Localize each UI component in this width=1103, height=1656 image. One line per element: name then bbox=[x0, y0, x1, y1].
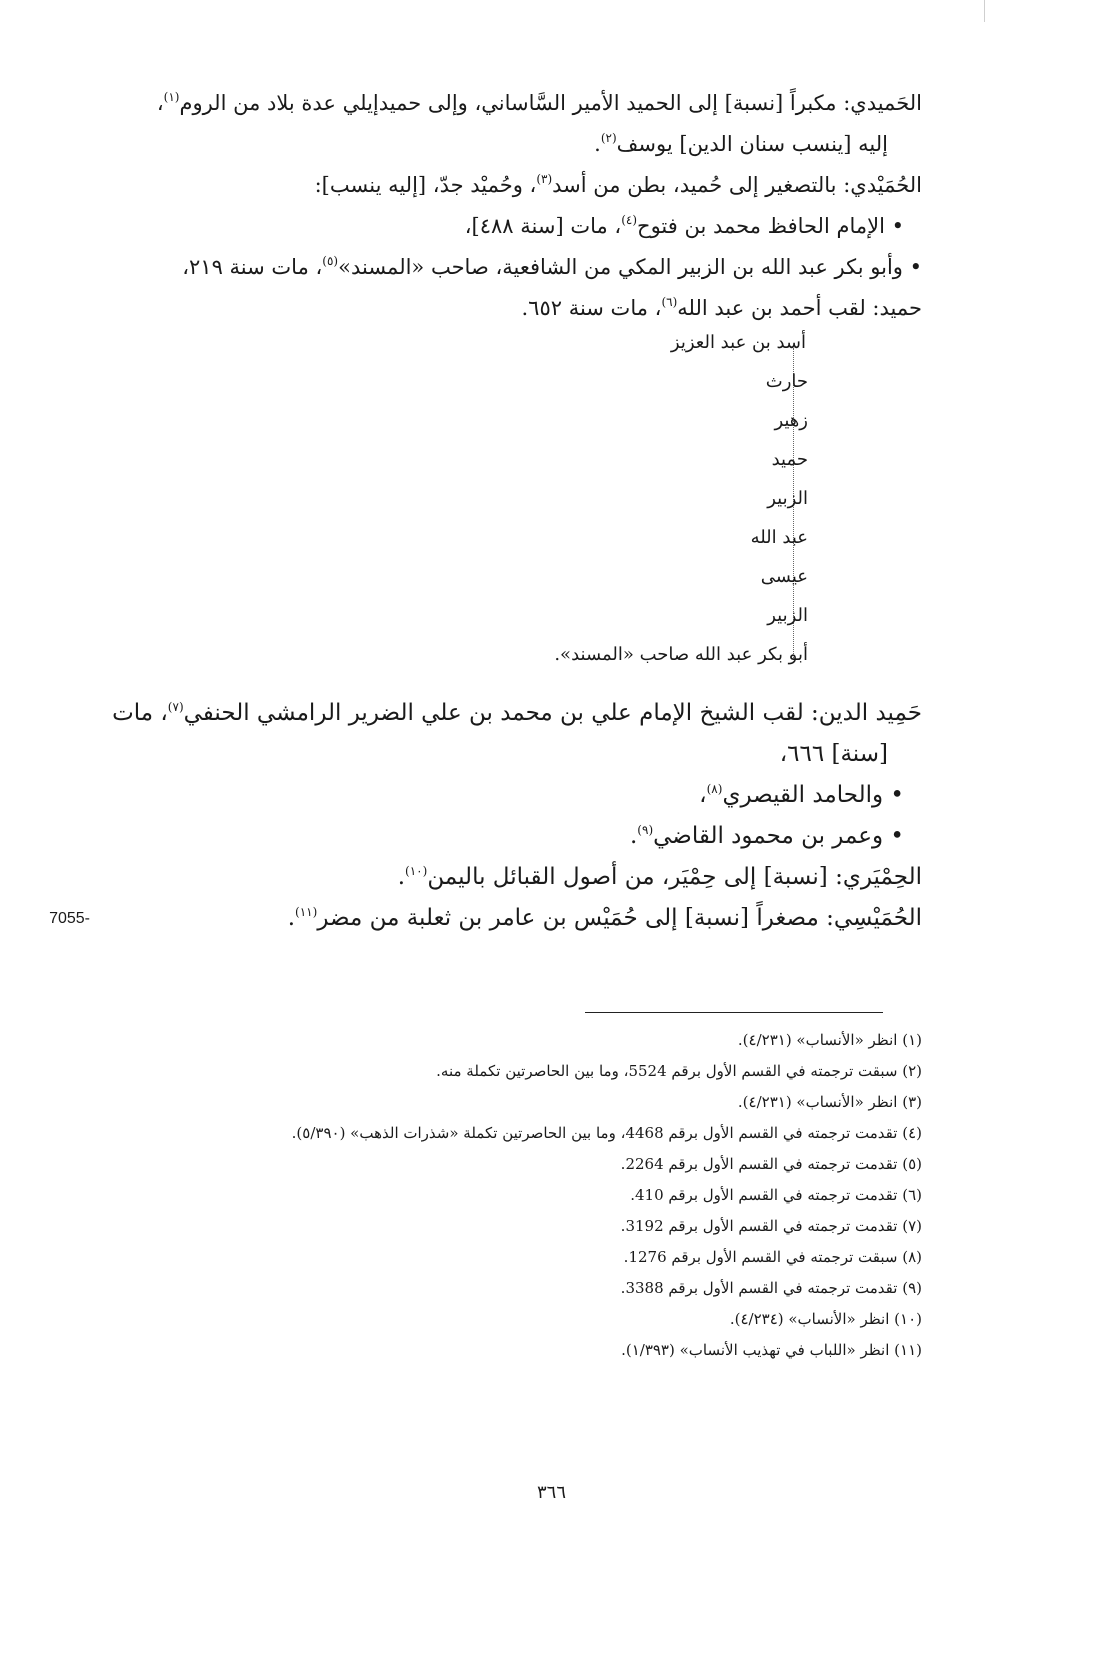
footnote-ref: (٨) bbox=[706, 782, 723, 796]
text-line bbox=[96, 129, 922, 159]
lineage-name: عبد الله bbox=[750, 527, 808, 548]
lineage-name: الزبير bbox=[767, 605, 808, 626]
text-line bbox=[96, 821, 922, 851]
footnotes bbox=[96, 1030, 922, 1371]
footnote-ref: (٣) bbox=[536, 172, 553, 186]
lineage-name: زهير bbox=[774, 410, 808, 431]
text-line bbox=[96, 252, 922, 282]
footnote-separator bbox=[585, 1012, 883, 1013]
entries-block-1 bbox=[96, 88, 922, 323]
line-text: حَمِيد الدين: لقب الشيخ الإمام علي بن محمد بن علي الضرير الرامشي الحنفي bbox=[183, 700, 922, 726]
text-line bbox=[96, 739, 922, 769]
line-text: • وعمر بن محمود القاضي bbox=[653, 823, 904, 849]
footnote: (٧) تقدمت ترجمته في القسم الأول برقم 3192. bbox=[620, 1217, 922, 1235]
footnote-ref: (٧) bbox=[167, 700, 184, 714]
lineage-name: عيسى bbox=[760, 566, 808, 587]
text-line bbox=[96, 698, 922, 728]
entry-number: 7055- bbox=[49, 910, 90, 927]
line-text-tail: . bbox=[594, 132, 601, 156]
main-text bbox=[49, 88, 922, 944]
line-text-tail: ، مات سنة ٦٥٢. bbox=[521, 296, 662, 320]
footnote: (٥) تقدمت ترجمته في القسم الأول برقم 2264. bbox=[620, 1155, 922, 1173]
line-text-tail: ، bbox=[699, 782, 707, 808]
footnote: (١٠) انظر «الأنساب» (٤/٢٣٤). bbox=[729, 1310, 922, 1328]
footnote: (١) انظر «الأنساب» (٤/٢٣١). bbox=[737, 1031, 922, 1049]
line-text: الحَميدي: مكبراً [نسبة] إلى الحميد الأمير السَّاساني، وإلى حميدإيلي عدة بلاد من الروم bbox=[179, 91, 922, 115]
footnote: (٦) تقدمت ترجمته في القسم الأول برقم 410. bbox=[630, 1186, 922, 1204]
lineage-name: أسد بن عبد العزيز bbox=[670, 332, 806, 353]
entries-block-2 bbox=[49, 698, 922, 933]
footnote: (٣) انظر «الأنساب» (٤/٢٣١). bbox=[737, 1093, 922, 1111]
lineage-name: الزبير bbox=[767, 488, 808, 509]
footnote-ref: (٥) bbox=[322, 254, 339, 268]
page-number: ٣٦٦ bbox=[536, 1482, 566, 1503]
lineage-name: أبو بكر عبد الله صاحب «المسند». bbox=[554, 644, 808, 665]
footnote: (٨) سبقت ترجمته في القسم الأول برقم 1276. bbox=[623, 1248, 922, 1266]
scan-edge-line bbox=[984, 0, 985, 22]
line-text: حميد: لقب أحمد بن عبد الله bbox=[677, 296, 922, 320]
footnote: (١١) انظر «اللباب في تهذيب الأنساب» (١/٣٩٣). bbox=[621, 1341, 922, 1359]
line-text-tail: ، وحُميْد جدّ، [إليه ينسب]: bbox=[314, 173, 537, 197]
footnote: (٩) تقدمت ترجمته في القسم الأول برقم 3388. bbox=[620, 1279, 922, 1297]
footnote: (٢) سبقت ترجمته في القسم الأول برقم 5524، وما بين الحاصرتين تكملة منه. bbox=[436, 1062, 922, 1080]
text-line bbox=[96, 170, 922, 200]
footnote: (٤) تقدمت ترجمته في القسم الأول برقم 4468، وما بين الحاصرتين تكملة «شذرات الذهب» (٥/٣٩٠). bbox=[291, 1124, 922, 1142]
text-line bbox=[96, 88, 922, 118]
lineage-name: حميد bbox=[771, 449, 808, 470]
line-text: الحِمْيَري: [نسبة] إلى حِمْيَر، من أصول القبائل باليمن bbox=[427, 864, 922, 890]
line-text: الحُمَيْسِي: مصغراً [نسبة] إلى حُمَيْس بن عامر بن ثعلبة من مضر bbox=[317, 905, 922, 931]
line-text-tail: . bbox=[629, 823, 638, 849]
text-line bbox=[96, 293, 922, 323]
footnote-ref: (٤) bbox=[621, 213, 638, 227]
line-text: الحُمَيْدي: بالتصغير إلى حُميد، بطن من أسد bbox=[552, 173, 922, 197]
lineage-name: حارث bbox=[765, 371, 808, 392]
footnote-ref: (٦) bbox=[661, 295, 678, 309]
footnote-ref: (١٠) bbox=[405, 864, 428, 878]
line-text-tail: ، مات [سنة ٤٨٨]، bbox=[464, 214, 622, 238]
line-text-tail: ، bbox=[156, 91, 164, 115]
text-line bbox=[96, 862, 922, 892]
line-text: • وأبو بكر عبد الله بن الزبير المكي من الشافعية، صاحب «المسند» bbox=[338, 255, 922, 279]
line-text: • الإمام الحافظ محمد بن فتوح bbox=[637, 214, 904, 238]
line-text-tail: . bbox=[287, 905, 296, 931]
footnote-ref: (٩) bbox=[637, 823, 654, 837]
line-text-tail: ، مات bbox=[112, 700, 168, 726]
lineage-tree bbox=[96, 332, 922, 688]
line-text-tail: . bbox=[397, 864, 406, 890]
text-line bbox=[96, 211, 922, 241]
line-text: • والحامد القيصري bbox=[722, 782, 904, 808]
line-text: إليه [ينسب سنان الدين] يوسف bbox=[616, 132, 888, 156]
footnote-ref: (٢) bbox=[600, 131, 617, 145]
text-line bbox=[49, 903, 922, 933]
footnote-ref: (١) bbox=[163, 90, 180, 104]
line-text-tail: ، مات سنة ٢١٩، bbox=[182, 255, 323, 279]
line-text: [سنة] ٦٦٦، bbox=[779, 741, 888, 767]
text-line bbox=[96, 780, 922, 810]
footnote-ref: (١١) bbox=[295, 905, 318, 919]
